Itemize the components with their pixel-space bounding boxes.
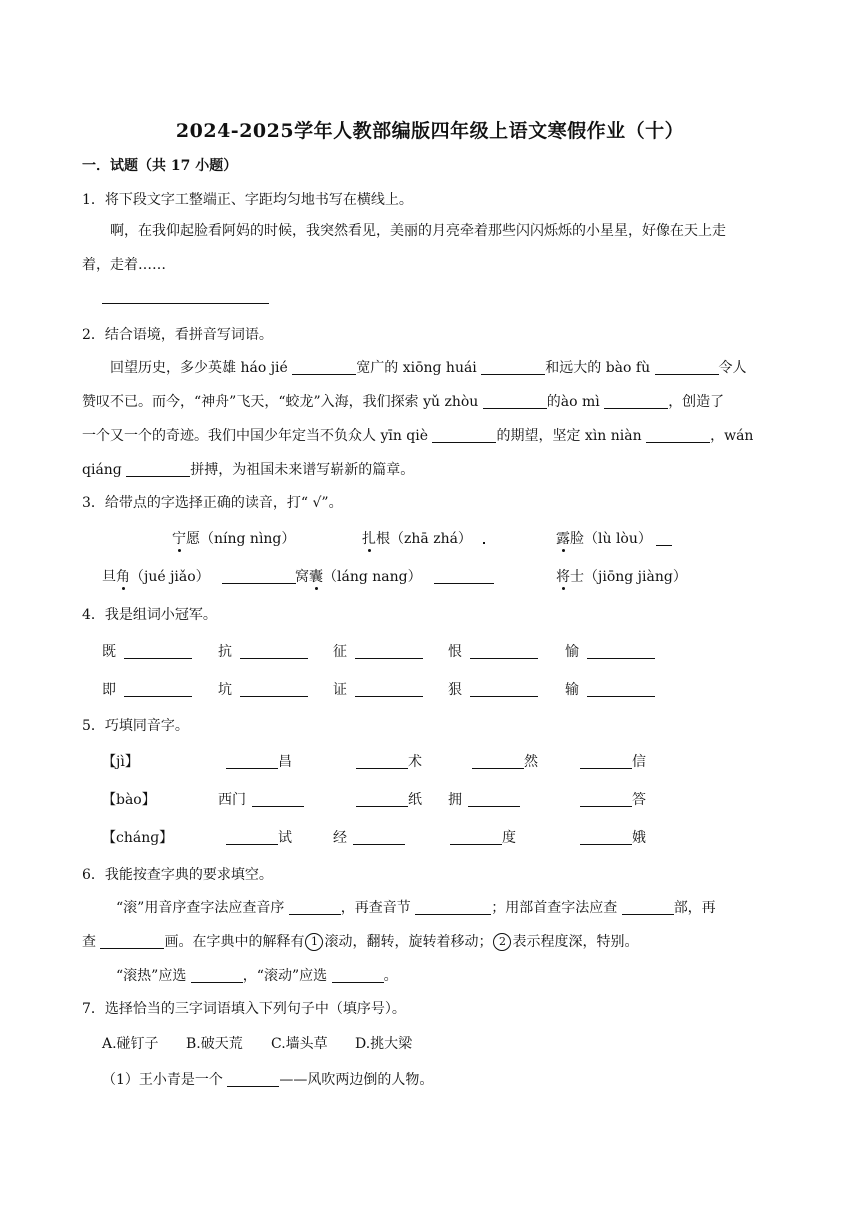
q2-text: 令人 (718, 360, 747, 376)
q5-blank[interactable] (450, 830, 502, 845)
q2-text: 的期望，坚定 xìn niàn (496, 428, 642, 444)
q5-blank[interactable] (356, 792, 408, 807)
q5-label-ji: 【jì】 (102, 754, 139, 770)
q3-dotted-char: 宁 (172, 531, 186, 547)
q5-item: 答 (580, 789, 646, 809)
q5-item: 信 (580, 751, 646, 771)
q6-blank-bushou[interactable] (622, 900, 674, 915)
q3-dotted-char: 露 (556, 531, 570, 547)
q2-text: qiánɡ (82, 462, 122, 478)
q2-line2 (82, 391, 724, 411)
q4-blank[interactable] (587, 682, 655, 697)
q2-text: ，wán (710, 428, 754, 444)
q4-word-ji2: 即 (102, 679, 192, 699)
q3-item-danjue: 旦角（jué jiǎo） (102, 566, 296, 586)
q5-item: 昌 (226, 751, 292, 771)
q3-blank[interactable] (222, 569, 296, 584)
q3-item-zhagen: 扎根（zhā zhá） (362, 531, 472, 547)
q4-word-kang: 抗 (218, 641, 308, 661)
q7-option-b: B.破天荒 (186, 1036, 243, 1052)
q3-stem: 3．给带点的字选择正确的读音，打“ √”。 (82, 495, 343, 511)
q2-text: 回望历史，多少英雄 háo jié (110, 360, 288, 376)
section-heading: 一．试题（共 17 小题） (82, 158, 238, 174)
q2-blank-wanqiang[interactable] (126, 462, 190, 477)
q3-item-ningyuan: 宁愿（níng nìng） (172, 531, 296, 547)
q4-blank[interactable] (470, 644, 538, 659)
q2-line1 (110, 357, 747, 377)
q6-blank-gunre[interactable] (191, 968, 243, 983)
q3-blank[interactable] (434, 569, 494, 584)
page-title: 2024-2025学年人教部编版四年级上语文寒假作业（十） (175, 120, 685, 142)
q2-text: 宽广的 xiōnɡ huái (356, 360, 477, 376)
q5-blank[interactable] (356, 754, 408, 769)
q4-word-zheng2: 证 (333, 679, 423, 699)
q4-word-yu: 愉 (565, 641, 655, 661)
q2-blank-haojie[interactable] (292, 360, 356, 375)
q5-label-bao: 【bào】 (102, 792, 156, 808)
q4-blank[interactable] (240, 644, 308, 659)
q3-item-jiangshi: 将士（jiōng jiàng） (556, 569, 687, 585)
q2-text: ，创造了 (668, 394, 725, 410)
q5-blank[interactable] (252, 792, 304, 807)
circled-number-2: 2 (493, 933, 511, 951)
q3-dotted-char: 角 (116, 569, 130, 585)
q6-line2: 查 画。在字典中的解释有 1 滚动，翻转，旋转着移动； 2 表示程度深，特别。 (82, 934, 639, 950)
q5-blank[interactable] (226, 830, 278, 845)
q4-word-keng: 坑 (218, 679, 308, 699)
q6-line1: “滚”用音序查字法应查音序 ，再查音节 ；用部首查字法应查 部，再 (116, 900, 716, 916)
q2-text: 拼搏，为祖国未来谱写崭新的篇章。 (190, 462, 415, 478)
q4-blank[interactable] (240, 682, 308, 697)
q5-blank[interactable] (226, 754, 278, 769)
q2-blank-xinnian[interactable] (646, 428, 710, 443)
q2-blank-yuzhou[interactable] (483, 394, 547, 409)
q1-passage (82, 214, 778, 282)
q3-dotted-char: 将 (556, 569, 570, 585)
q5-item: 纸 (356, 789, 422, 809)
q5-blank[interactable] (472, 754, 524, 769)
q2-stem: 2．结合语境，看拼音写词语。 (82, 327, 273, 343)
q5-item: 西门 (218, 789, 304, 809)
q6-stem: 6．我能按查字典的要求填空。 (82, 867, 273, 883)
q2-blank-yinqie[interactable] (432, 428, 496, 443)
q4-blank[interactable] (355, 644, 423, 659)
q3-mark (483, 542, 485, 544)
q7-blank-1[interactable] (227, 1072, 279, 1087)
q7-stem: 7．选择恰当的三字词语填入下列句子中（填序号）。 (82, 1001, 406, 1017)
q2-blank-baofu[interactable] (655, 360, 719, 375)
q2-text: 赞叹不已。而今，“神舟”飞天，“蛟龙”入海，我们探索 yǔ zhòu (82, 394, 479, 410)
q3-dotted-char: 扎 (362, 531, 376, 547)
q1-passage-line2: 着，走着…… (82, 257, 166, 273)
q2-blank-xionghuai[interactable] (481, 360, 545, 375)
q3-blank[interactable] (656, 531, 672, 546)
q3-item-loulian: 露脸（lù lòu） (556, 528, 672, 548)
q6-blank-gundong[interactable] (332, 968, 384, 983)
q5-item: 然 (472, 751, 538, 771)
q5-item: 度 (450, 827, 516, 847)
q6-blank-yinxu[interactable] (289, 900, 341, 915)
q4-blank[interactable] (355, 682, 423, 697)
q6-blank-bihua[interactable] (100, 934, 164, 949)
q4-word-shu: 输 (565, 679, 655, 699)
q5-item: 经 (333, 827, 405, 847)
q7-option-c: C.墙头草 (271, 1036, 328, 1052)
q5-label-chang: 【chánɡ】 (102, 830, 174, 846)
q3-dotted-char: 囊 (309, 569, 323, 585)
q4-blank[interactable] (124, 644, 192, 659)
q6-blank-yinjie[interactable] (415, 900, 491, 915)
q2-text: 和远大的 bào fù (545, 360, 651, 376)
q5-blank[interactable] (580, 754, 632, 769)
q4-word-zheng: 征 (333, 641, 423, 661)
q1-passage-line1: 啊，在我仰起脸看阿妈的时候，我突然看见，美丽的月亮牵着那些闪闪烁烁的小星星，好像在天上走 (110, 223, 726, 239)
q5-blank[interactable] (580, 830, 632, 845)
q5-item: 拥 (448, 789, 520, 809)
q4-blank[interactable] (124, 682, 192, 697)
q2-text: 的ào mì (546, 394, 600, 410)
q4-blank[interactable] (587, 644, 655, 659)
q1-stem: 1．将下段文字工整端正、字距均匀地书写在横线上。 (82, 192, 413, 208)
q5-item: 娥 (580, 827, 646, 847)
q6-line3: “滚热”应选 ，“滚动”应选 。 (116, 968, 398, 984)
q5-blank[interactable] (353, 830, 405, 845)
q2-blank-aomi[interactable] (604, 394, 668, 409)
q7-option-a: A.碰钉子 (102, 1036, 159, 1052)
q1-writing-line[interactable] (102, 303, 269, 304)
q7-sentence-1: （1）王小青是一个 ——风吹两边倒的人物。 (102, 1072, 434, 1088)
q5-item: 试 (226, 827, 292, 847)
circled-number-1: 1 (305, 933, 323, 951)
q2-line4 (82, 459, 414, 479)
q7-option-d: D.挑大梁 (355, 1036, 413, 1052)
q5-blank[interactable] (468, 792, 520, 807)
q3-item-wonang: 窝囊（láng nang） (295, 566, 494, 586)
q4-stem: 4．我是组词小冠军。 (82, 607, 217, 623)
q4-word-hen2: 狠 (448, 679, 538, 699)
q5-item: 术 (356, 751, 422, 771)
q2-line3 (82, 425, 753, 445)
q2-text: 一个又一个的奇迹。我们中国少年定当不负众人 yīn qiè (82, 428, 429, 444)
q4-word-hen: 恨 (448, 641, 538, 661)
q4-blank[interactable] (470, 682, 538, 697)
q4-word-ji: 既 (102, 641, 192, 661)
q5-stem: 5．巧填同音字。 (82, 718, 189, 734)
q5-blank[interactable] (580, 792, 632, 807)
